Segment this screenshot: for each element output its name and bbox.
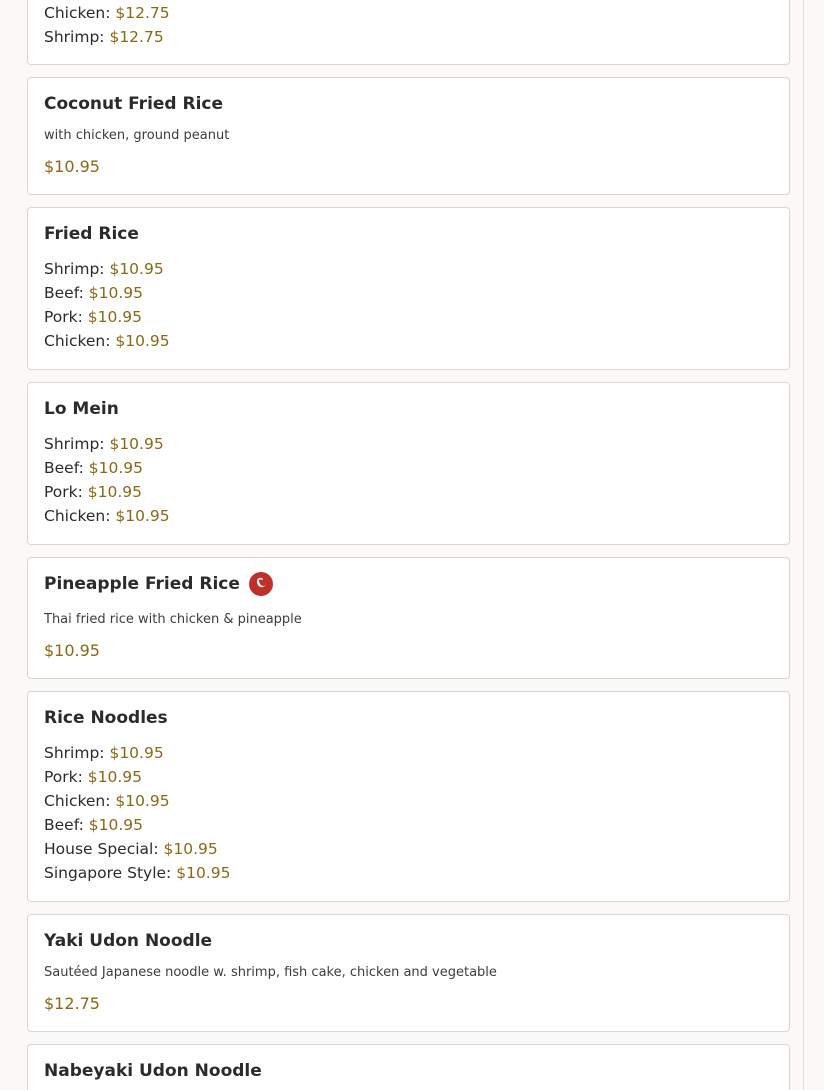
price-option [44,504,170,528]
option-price: $10.95 [115,792,170,810]
price-option [44,813,230,837]
item-title [44,94,223,114]
item-description: Thai fried rice with chicken & pineapple [44,612,302,627]
menu-item-card[interactable] [27,691,790,902]
price-options [44,257,170,353]
price-option [44,789,230,813]
menu-item-card[interactable] [27,557,790,679]
option-price: $10.95 [109,744,164,762]
price-option [44,305,170,329]
item-title [44,224,139,244]
price-option [44,1,170,25]
option-label: Chicken: [44,507,111,525]
item-title [44,708,168,728]
option-label: Chicken: [44,792,111,810]
option-label: Shrimp: [44,744,105,762]
option-price: $10.95 [88,284,144,302]
price-option [44,765,230,789]
option-label: Chicken: [44,332,111,350]
option-label: Pork: [44,768,83,786]
option-price: $10.95 [88,816,144,834]
price-option [44,480,170,504]
item-name: Pineapple Fried Rice [44,574,240,594]
option-label: Shrimp: [44,435,105,453]
option-label: Shrimp: [44,260,105,278]
item-title [44,1061,262,1081]
option-label: Shrimp: [44,28,105,46]
price-option [44,257,170,281]
item-name: Coconut Fried Rice [44,94,224,114]
price-option [44,456,170,480]
menu-item-card[interactable] [27,914,790,1032]
option-price: $10.95 [163,840,218,858]
price-options [44,432,170,528]
option-price: $10.95 [87,768,143,786]
menu-item-card[interactable] [27,1044,790,1090]
item-price: $10.95 [44,641,100,660]
option-label: Beef: [44,284,84,302]
option-label: Pork: [44,483,83,501]
price-option [44,25,170,49]
item-name: Fried Rice [44,224,139,244]
price-options [44,741,230,885]
price-options [44,1,170,49]
menu-item-card[interactable] [27,0,790,65]
option-label: Singapore Style: [44,864,172,882]
option-label: House Special: [44,840,159,858]
item-price: $12.75 [44,994,100,1013]
option-label: Beef: [44,816,84,834]
item-title [44,399,119,419]
option-label: Pork: [44,308,83,326]
option-label: Chicken: [44,4,111,22]
page-divider [803,0,804,1090]
option-label: Beef: [44,459,84,477]
option-price: $10.95 [109,260,164,278]
item-title [44,931,212,951]
menu-item-card[interactable] [27,207,790,370]
spicy-pepper-icon [249,572,273,596]
menu-item-card[interactable] [27,382,790,545]
item-title [44,572,273,596]
item-name: Lo Mein [44,399,119,419]
option-price: $12.75 [109,28,164,46]
item-name: Yaki Udon Noodle [44,931,213,951]
price-option [44,741,230,765]
item-name: Rice Noodles [44,708,168,728]
price-option [44,432,170,456]
option-price: $10.95 [87,483,143,501]
option-price: $10.95 [88,459,144,477]
option-price: $10.95 [115,507,170,525]
price-option [44,837,230,861]
item-price: $10.95 [44,157,100,176]
menu-item-card[interactable] [27,77,790,195]
item-description: with chicken, ground peanut [44,128,230,143]
option-price: $10.95 [109,435,164,453]
price-option [44,861,230,885]
option-price: $12.75 [115,4,170,22]
item-description: Sautéed Japanese noodle w. shrimp, fish cake, chicken and vegetable [44,965,497,980]
price-option [44,329,170,353]
price-option [44,281,170,305]
option-price: $10.95 [87,308,143,326]
option-price: $10.95 [115,332,170,350]
item-name: Nabeyaki Udon Noodle [44,1061,262,1081]
option-price: $10.95 [176,864,231,882]
